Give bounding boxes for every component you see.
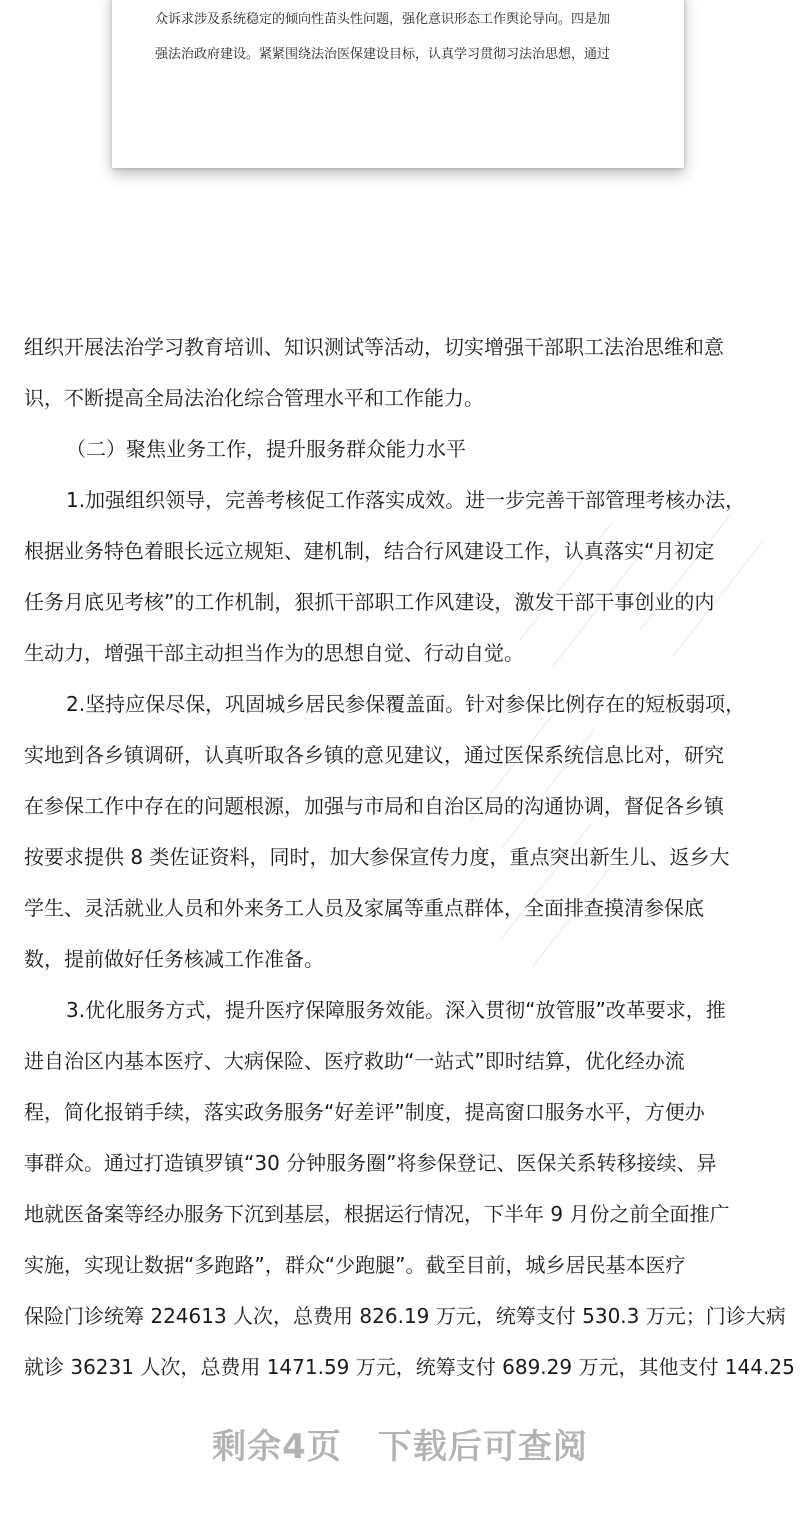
text-line: 任务月底见考核”的工作机制，狠抓干部职工作风建设，激发干部干事创业的内 bbox=[24, 590, 715, 614]
text-line: 保险门诊统筹 224613 人次，总费用 826.19 万元，统筹支付 530.3 万元；门诊大病 bbox=[24, 1304, 786, 1328]
text-line: 进自治区内基本医疗、大病保险、医疗救助“一站式”即时结算，优化经办流 bbox=[24, 1049, 685, 1073]
text-line: 2.坚持应保尽保，巩固城乡居民参保覆盖面。针对参保比例存在的短板弱项， bbox=[66, 692, 746, 716]
text-line: 地就医备案等经办服务下沉到基层，根据运行情况，下半年 9 月份之前全面推广 bbox=[24, 1202, 730, 1226]
remaining-pages-label: 剩余4页 bbox=[212, 1427, 342, 1467]
section-heading: （二）聚焦业务工作，提升服务群众能力水平 bbox=[66, 437, 466, 461]
text-line: 事群众。通过打造镇罗镇“30 分钟服务圈”将参保登记、医保关系转移接续、异 bbox=[24, 1151, 717, 1175]
text-line: 根据业务特色着眼长远立规矩、建机制，结合行风建设工作，认真落实“月初定 bbox=[24, 539, 715, 563]
document-body bbox=[24, 322, 795, 1393]
text-line: 生动力，增强干部主动担当作为的思想自觉、行动自觉。 bbox=[24, 641, 524, 665]
text-line: 组织开展法治学习教育培训、知识测试等活动，切实增强干部职工法治思维和意 bbox=[24, 335, 724, 359]
preview-page-card bbox=[112, 0, 684, 168]
text-line: 实施，实现让数据“多跑路”，群众“少跑腿”。截至目前，城乡居民基本医疗 bbox=[24, 1253, 686, 1277]
text-line: 按要求提供 8 类佐证资料，同时，加大参保宣传力度，重点突出新生儿、返乡大 bbox=[24, 845, 730, 869]
remaining-pages-banner[interactable] bbox=[0, 1422, 800, 1472]
text-line: 数，提前做好任务核减工作准备。 bbox=[24, 947, 324, 971]
text-line: 实地到各乡镇调研，认真听取各乡镇的意见建议，通过医保系统信息比对，研究 bbox=[24, 743, 724, 767]
download-to-view-label[interactable]: 下载后可查阅 bbox=[377, 1427, 588, 1467]
text-line: 3.优化服务方式，提升医疗保障服务效能。深入贯彻“放管服”改革要求，推 bbox=[66, 998, 726, 1022]
text-line: 在参保工作中存在的问题根源，加强与市局和自治区局的沟通协调，督促各乡镇 bbox=[24, 794, 724, 818]
preview-line-2: 强法治政府建设。紧紧围绕法治医保建设目标，认真学习贯彻习法治思想，通过 bbox=[155, 47, 611, 62]
text-line: 1.加强组织领导，完善考核促工作落实成效。进一步完善干部管理考核办法， bbox=[66, 488, 746, 512]
text-line: 识，不断提高全局法治化综合管理水平和工作能力。 bbox=[24, 386, 484, 410]
text-line: 程，简化报销手续，落实政务服务“好差评”制度，提高窗口服务水平，方便办 bbox=[24, 1100, 705, 1124]
text-line: 学生、灵活就业人员和外来务工人员及家属等重点群体，全面排查摸清参保底 bbox=[24, 896, 704, 920]
preview-line-1: 众诉求涉及系统稳定的倾向性苗头性问题，强化意识形态工作舆论导向。四是加 bbox=[155, 12, 611, 27]
text-line: 就诊 36231 人次，总费用 1471.59 万元，统筹支付 689.29 万元，其他支付 144.25 bbox=[24, 1355, 795, 1379]
